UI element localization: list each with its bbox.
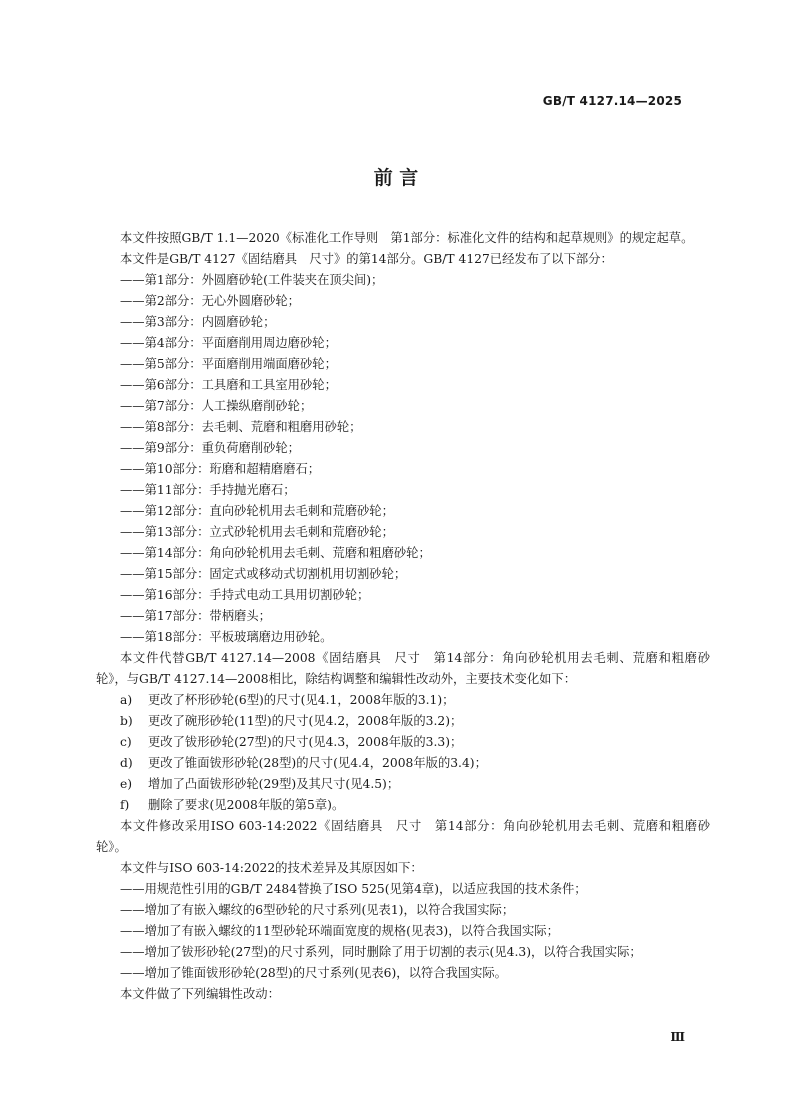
list-item: —— 用规范性引用的GB/T 2484替换了ISO 525(见第4章)，以适应我国的技术条件； — [96, 879, 710, 900]
adoption-paragraph: 本文件修改采用ISO 603-14:2022《固结磨具 尺寸 第14部分：角向砂轮机用去毛刺、荒磨和粗磨砂轮》。 — [96, 819, 710, 854]
list-item: —— 第18部分：平板玻璃磨边用砂轮。 — [96, 627, 710, 648]
list-marker: c) — [120, 735, 132, 749]
series-paragraph: 本文件是GB/T 4127《固结磨具 尺寸》的第14部分。GB/T 4127已经发布了以下部分： — [120, 252, 613, 266]
list-item: —— 第4部分：平面磨削用周边磨砂轮； — [96, 333, 710, 354]
list-marker: e) — [120, 777, 133, 791]
list-item-text: 更改了锥面钹形砂轮(28型)的尺寸(见4.4，2008年版的3.4)； — [148, 756, 487, 770]
list-item-text: 更改了杯形砂轮(6型)的尺寸(见4.1，2008年版的3.1)； — [148, 693, 455, 707]
editorial-changes-paragraph: 本文件做了下列编辑性改动： — [120, 987, 280, 1001]
standard-number: GB/T 4127.14—2025 — [542, 94, 682, 108]
differences-list — [96, 879, 710, 984]
list-item: —— 第15部分：固定式或移动式切割机用切割砂轮； — [96, 564, 710, 585]
page-title: 前 言 — [373, 167, 419, 189]
list-marker: b) — [120, 714, 133, 728]
list-item: —— 第16部分：手持式电动工具用切割砂轮； — [96, 585, 710, 606]
list-item: —— 第2部分：无心外圆磨砂轮； — [96, 291, 710, 312]
list-item: —— 增加了有嵌入螺纹的11型砂轮环端面宽度的规格(见表3)，以符合我国实际； — [96, 921, 710, 942]
list-item: —— 第6部分：工具磨和工具室用砂轮； — [96, 375, 710, 396]
list-item: —— 第14部分：角向砂轮机用去毛刺、荒磨和粗磨砂轮； — [96, 543, 710, 564]
list-item: —— 第9部分：重负荷磨削砂轮； — [96, 438, 710, 459]
parts-list — [96, 270, 710, 648]
page-number: Ⅲ — [670, 1030, 685, 1044]
list-item: —— 第11部分：手持抛光磨石； — [96, 480, 710, 501]
list-item: —— 第7部分：人工操纵磨削砂轮； — [96, 396, 710, 417]
list-item: —— 增加了钹形砂轮(27型)的尺寸系列，同时删除了用于切割的表示(见4.3)，以符合我国实际； — [96, 942, 710, 963]
list-item — [96, 690, 710, 711]
list-item-text: 更改了钹形砂轮(27型)的尺寸(见4.3，2008年版的3.3)； — [148, 735, 463, 749]
differences-intro: 本文件与ISO 603-14:2022的技术差异及其原因如下： — [120, 861, 423, 875]
list-item-text: 删除了要求(见2008年版的第5章)。 — [148, 798, 345, 812]
list-item: —— 第13部分：立式砂轮机用去毛刺和荒磨砂轮； — [96, 522, 710, 543]
drafting-rule-paragraph: 本文件按照GB/T 1.1—2020《标准化工作导则 第1部分：标准化文件的结构和起草规则》的规定起草。 — [120, 231, 694, 245]
list-marker: f) — [120, 798, 130, 812]
list-item: —— 第3部分：内圆磨砂轮； — [96, 312, 710, 333]
list-item: —— 增加了锥面钹形砂轮(28型)的尺寸系列(见表6)，以符合我国实际。 — [96, 963, 710, 984]
foreword-body — [96, 228, 710, 1005]
list-item: —— 第8部分：去毛刺、荒磨和粗磨用砂轮； — [96, 417, 710, 438]
replacement-paragraph: 本文件代替GB/T 4127.14—2008《固结磨具 尺寸 第14部分：角向砂轮机用去毛刺、荒磨和粗磨砂轮》，与GB/T 4127.14—2008相比，除结构调整和编辑性改动外，主要技术变化如下： — [96, 651, 710, 686]
list-item: —— 第10部分：珩磨和超精磨磨石； — [96, 459, 710, 480]
list-item-text: 增加了凸面钹形砂轮(29型)及其尺寸(见4.5)； — [148, 777, 400, 791]
list-marker: d) — [120, 756, 133, 770]
list-item: —— 第5部分：平面磨削用端面磨砂轮； — [96, 354, 710, 375]
list-item: —— 第12部分：直向砂轮机用去毛刺和荒磨砂轮； — [96, 501, 710, 522]
list-item: —— 第1部分：外圆磨砂轮(工件装夹在顶尖间)； — [96, 270, 710, 291]
list-item — [96, 795, 710, 816]
changes-list — [96, 690, 710, 816]
list-item — [96, 753, 710, 774]
list-item-text: 更改了碗形砂轮(11型)的尺寸(见4.2，2008年版的3.2)； — [148, 714, 463, 728]
list-item — [96, 732, 710, 753]
list-item — [96, 774, 710, 795]
list-item — [96, 711, 710, 732]
list-marker: a) — [120, 693, 133, 707]
list-item: —— 增加了有嵌入螺纹的6型砂轮的尺寸系列(见表1)，以符合我国实际； — [96, 900, 710, 921]
list-item: —— 第17部分：带柄磨头； — [96, 606, 710, 627]
